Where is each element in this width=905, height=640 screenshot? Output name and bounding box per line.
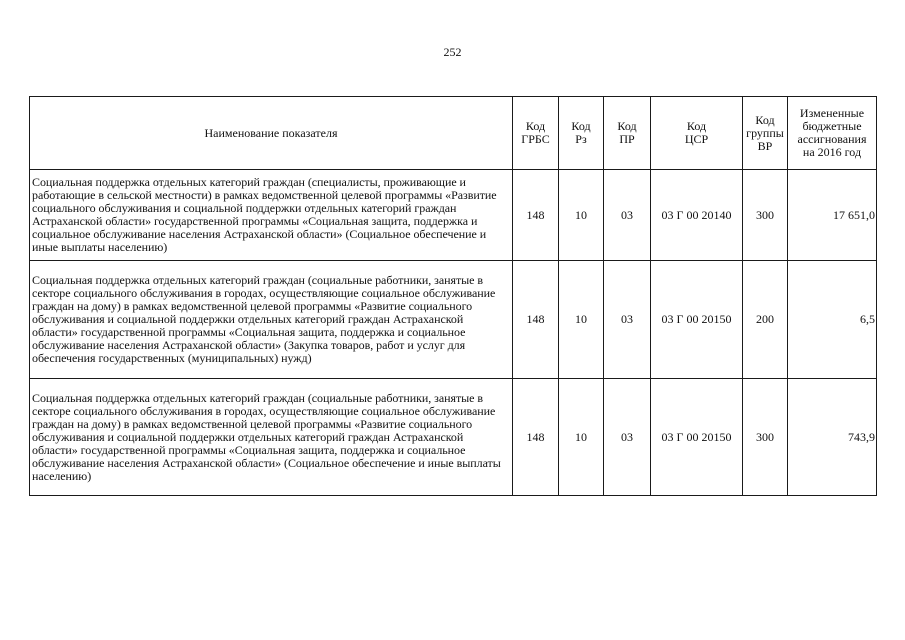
row-csr-code: 03 Г 00 20150 <box>651 261 743 379</box>
row-grbs-code: 148 <box>513 261 559 379</box>
table-body <box>30 170 877 496</box>
table-row <box>30 170 877 261</box>
row-csr-code: 03 Г 00 20150 <box>651 379 743 496</box>
row-pr-code: 03 <box>604 379 651 496</box>
row-amount: 6,5 <box>788 261 877 379</box>
row-amount: 17 651,0 <box>788 170 877 261</box>
row-indicator-name: Социальная поддержка отдельных категорий граждан (социальные работники, занятые в секторе социального обслуживания в городах, осуществляющие социальное обслуживание граждан на дому) в рамках ведомственной целевой программы «Развитие социального обслуживания и социальной поддержки отдельных категорий граждан Астраханской области» государственной программы «Социальная защита, поддержка и социальное обслуживание населения Астраханской области» (Закупка товаров, работ и услуг для обеспечения государственных (муниципальных) нужд) <box>30 261 513 379</box>
row-rz-code: 10 <box>559 379 604 496</box>
table-row <box>30 379 877 496</box>
table-header <box>30 97 877 170</box>
row-grbs-code: 148 <box>513 379 559 496</box>
table-row <box>30 261 877 379</box>
row-vr-code: 300 <box>743 379 788 496</box>
header-csr-code: Код ЦСР <box>651 97 743 170</box>
header-row <box>30 97 877 170</box>
row-grbs-code: 148 <box>513 170 559 261</box>
header-vr-code: Код группы ВР <box>743 97 788 170</box>
row-rz-code: 10 <box>559 261 604 379</box>
budget-table <box>29 96 877 496</box>
header-rz-code: Код Рз <box>559 97 604 170</box>
row-indicator-name: Социальная поддержка отдельных категорий граждан (специалисты, проживающие и работающие в сельской местности) в рамках ведомственной целевой программы «Развитие социального обслуживания и социальной поддержки отдельных категорий граждан Астраханской области» государственной программы «Социальная защита, поддержка и социальное обслуживание населения Астраханской области» (Социальное обеспечение и иные выплаты населению) <box>30 170 513 261</box>
row-amount: 743,9 <box>788 379 877 496</box>
row-pr-code: 03 <box>604 170 651 261</box>
row-pr-code: 03 <box>604 261 651 379</box>
header-grbs-code: Код ГРБС <box>513 97 559 170</box>
row-indicator-name: Социальная поддержка отдельных категорий граждан (социальные работники, занятые в секторе социального обслуживания в городах, осуществляющие социальное обслуживание граждан на дому) в рамках ведомственной целевой программы «Развитие социального обслуживания и социальной поддержки отдельных категорий граждан Астраханской области» государственной программы «Социальная защита, поддержка и социальное обслуживание населения Астраханской области» (Социальное обеспечение и иные выплаты населению) <box>30 379 513 496</box>
page-number: 252 <box>443 45 462 59</box>
header-indicator-name: Наименование показателя <box>30 97 513 170</box>
header-budget-2016: Измененные бюджетные ассигнования на 2016 год <box>788 97 877 170</box>
row-csr-code: 03 Г 00 20140 <box>651 170 743 261</box>
header-pr-code: Код ПР <box>604 97 651 170</box>
row-vr-code: 200 <box>743 261 788 379</box>
row-vr-code: 300 <box>743 170 788 261</box>
row-rz-code: 10 <box>559 170 604 261</box>
